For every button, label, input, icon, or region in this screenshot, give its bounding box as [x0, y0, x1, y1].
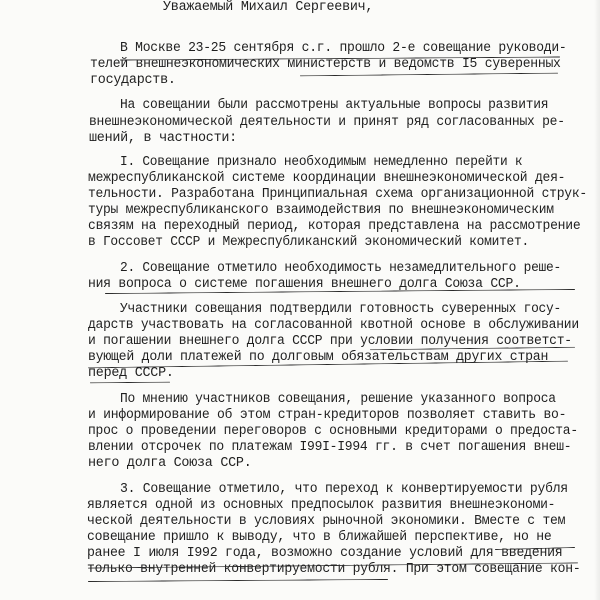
text-line: влении отсрочек по платежам I99I-I994 гг. в счет погашения внеш- — [88, 440, 572, 455]
underline-mark — [300, 73, 558, 77]
text-line: является одной из основных предпосылок развития внешнеэкономи- — [87, 498, 556, 513]
text-line: и информирование об этом стран-кредиторов позволяет ставить во- — [88, 408, 567, 423]
text-line: В Москве 23-25 сентября с.г. прошло 2-е совещание руководи- — [120, 41, 567, 56]
text-line: в Госсовет СССР и Межреспубликанский экономический комитет. — [88, 235, 529, 250]
text-line: Участники совещания подтвердили готовность суверенных госу- — [120, 302, 561, 317]
text-line: По мнению участников совещания, решение указанного вопроса — [120, 392, 556, 407]
text-line: межреспубликанской системе координации внешнеэкономической дея- — [88, 171, 566, 186]
scan-shadow — [594, 0, 600, 600]
salutation: Уважаемый Михаил Сергеевич, — [163, 0, 374, 15]
text-line: совещание пришло к выводу, что в ближайшей перспективе, но не — [87, 530, 552, 545]
text-line: ческой деятельности в условиях рыночной экономики. Вместе с тем — [87, 514, 566, 529]
text-line: прос о проведении переговоров с основными кредиторами о предоста- — [88, 424, 578, 439]
text-line: 2. Совещание отметило необходимость незамедлительного реше- — [120, 261, 561, 276]
text-line: государств. — [90, 73, 176, 88]
text-line: телей внешнеэкономических министерств и ведомств I5 суверенных — [90, 57, 561, 72]
text-line: ния вопроса о системе погашения внешнего долга Союза ССР. — [88, 277, 521, 292]
text-line: I. Совещание признало необходимым немедленно перейти к — [120, 155, 523, 170]
text-line: только внутренней конвертируемости рубля. При этом совещание кон- — [87, 562, 581, 577]
underline-mark — [90, 382, 170, 384]
underline-mark — [88, 579, 388, 582]
text-line: 3. Совещание отметило, что переход к конвертируемости рубля — [120, 482, 568, 497]
text-line: и погашении внешнего долга СССР при условии получения соответст- — [88, 334, 572, 349]
text-line: вующей доли платежей по долговым обязательствам других стран — [88, 350, 549, 365]
text-line: ранее I июля I992 года, возможно создание условий для введения — [87, 546, 563, 561]
text-line: туры межреспубликанского взаимодействия по внешнеэкономическим — [88, 203, 554, 218]
text-line: На совещании были рассмотрены актуальные вопросы развития — [120, 98, 549, 113]
text-line: связям на переходный период, которая представлена на рассмотрение — [88, 219, 581, 234]
text-line: внешнеэкономической деятельности и принят ряд согласованных ре- — [89, 115, 565, 130]
text-line: тельности. Разработана Принципиальная схема организационной струк- — [88, 187, 587, 202]
text-line: шений, в частности: — [89, 131, 237, 146]
text-line: перед СССР. — [88, 366, 174, 381]
text-line: дарств участвовать на согласованной квотной основе в обслуживании — [88, 318, 579, 333]
text-line: него долга Союза ССР. — [88, 456, 252, 471]
